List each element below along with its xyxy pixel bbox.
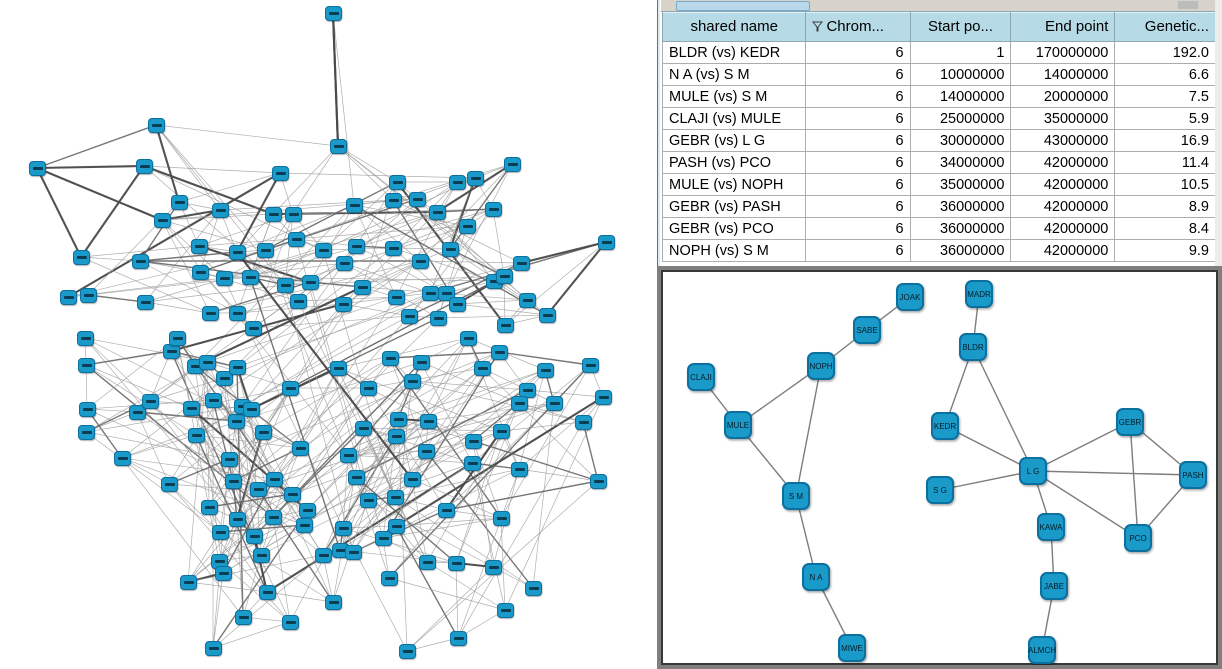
- network-node[interactable]: [496, 269, 513, 284]
- table-row[interactable]: [663, 174, 1216, 196]
- table-cell[interactable]: PASH (vs) PCO: [663, 152, 806, 174]
- network-edge: [395, 497, 533, 588]
- network-node[interactable]: [388, 290, 405, 305]
- column-header-label: Genetic...: [1144, 18, 1209, 35]
- network-node[interactable]: [513, 256, 530, 271]
- table-cell[interactable]: 1: [910, 42, 1011, 64]
- network-node[interactable]: [228, 414, 245, 429]
- network-edge: [213, 622, 290, 648]
- network-node[interactable]: [354, 280, 371, 295]
- network-node[interactable]: [229, 306, 246, 321]
- network-edge: [547, 242, 606, 315]
- network-node[interactable]: [390, 412, 407, 427]
- network-edge: [220, 532, 333, 602]
- network-node[interactable]: [375, 531, 392, 546]
- network-node[interactable]: [78, 425, 95, 440]
- network-node[interactable]: [315, 243, 332, 258]
- network-node-label: GEBR: [1118, 417, 1142, 427]
- network-node[interactable]: [355, 421, 372, 436]
- table-cell[interactable]: MULE (vs) S M: [663, 86, 806, 108]
- network-node[interactable]: [77, 331, 94, 346]
- network-node-pash[interactable]: [1179, 461, 1207, 489]
- network-node[interactable]: [212, 525, 229, 540]
- network-edge: [348, 455, 472, 463]
- scrollbar-thumb[interactable]: [676, 1, 810, 11]
- network-node[interactable]: [216, 271, 233, 286]
- network-node[interactable]: [340, 448, 357, 463]
- detail-network-panel: [657, 266, 1222, 669]
- table-cell[interactable]: 35000000: [1011, 108, 1115, 130]
- edge-table: [662, 11, 1216, 262]
- network-node[interactable]: [192, 265, 209, 280]
- network-node[interactable]: [387, 490, 404, 505]
- column-header-label: shared name: [690, 18, 778, 35]
- network-node[interactable]: [430, 311, 447, 326]
- network-node-gebr[interactable]: [1116, 408, 1144, 436]
- network-node[interactable]: [595, 390, 612, 405]
- network-node[interactable]: [335, 521, 352, 536]
- network-edge: [501, 422, 583, 431]
- network-node[interactable]: [284, 487, 301, 502]
- network-node-label: JABE: [1043, 581, 1064, 591]
- network-node-kawa[interactable]: [1037, 513, 1065, 541]
- network-edge: [389, 578, 505, 610]
- network-node[interactable]: [212, 203, 229, 218]
- network-edge: [81, 166, 144, 257]
- network-edge: [472, 463, 505, 610]
- table-cell[interactable]: 6.6: [1115, 64, 1216, 86]
- network-node[interactable]: [460, 331, 477, 346]
- network-node[interactable]: [255, 425, 272, 440]
- network-node[interactable]: [79, 402, 96, 417]
- network-node[interactable]: [163, 344, 180, 359]
- network-node[interactable]: [243, 402, 260, 417]
- table-cell[interactable]: 11.4: [1115, 152, 1216, 174]
- network-node[interactable]: [401, 309, 418, 324]
- network-node-lg[interactable]: [1019, 457, 1047, 485]
- network-node[interactable]: [438, 503, 455, 518]
- network-node[interactable]: [285, 207, 302, 222]
- table-cell[interactable]: MULE (vs) NOPH: [663, 174, 806, 196]
- table-cell[interactable]: 7.5: [1115, 86, 1216, 108]
- table-cell[interactable]: CLAJI (vs) MULE: [663, 108, 806, 130]
- network-node[interactable]: [229, 360, 246, 375]
- network-node[interactable]: [266, 472, 283, 487]
- network-node[interactable]: [485, 560, 502, 575]
- network-node[interactable]: [188, 428, 205, 443]
- network-node-pco[interactable]: [1124, 524, 1152, 552]
- network-node[interactable]: [385, 241, 402, 256]
- table-cell[interactable]: NOPH (vs) S M: [663, 240, 806, 262]
- table-cell[interactable]: 6: [806, 42, 910, 64]
- network-node[interactable]: [511, 462, 528, 477]
- column-header-startpo[interactable]: [910, 12, 1011, 42]
- network-node[interactable]: [348, 239, 365, 254]
- network-node-mule[interactable]: [724, 411, 752, 439]
- network-edge: [144, 166, 280, 173]
- table-cell[interactable]: 43000000: [1011, 130, 1115, 152]
- network-node[interactable]: [493, 424, 510, 439]
- network-node[interactable]: [598, 235, 615, 250]
- column-header-endpoint[interactable]: [1011, 12, 1115, 42]
- network-edge: [37, 168, 81, 257]
- network-edge: [519, 469, 598, 481]
- panel-gutter: [1215, 0, 1222, 266]
- table-row[interactable]: [663, 130, 1216, 152]
- network-node[interactable]: [504, 157, 521, 172]
- network-node[interactable]: [202, 306, 219, 321]
- network-node[interactable]: [511, 396, 528, 411]
- network-node[interactable]: [201, 500, 218, 515]
- table-cell[interactable]: 42000000: [1011, 218, 1115, 240]
- network-node[interactable]: [215, 566, 232, 581]
- table-header-row: [663, 12, 1216, 42]
- network-edge: [438, 315, 547, 318]
- edge-attribute-table-panel: [657, 0, 1216, 266]
- network-node[interactable]: [282, 381, 299, 396]
- network-node[interactable]: [485, 202, 502, 217]
- network-node[interactable]: [246, 529, 263, 544]
- network-node[interactable]: [525, 581, 542, 596]
- table-cell[interactable]: 5.9: [1115, 108, 1216, 130]
- table-cell[interactable]: 8.9: [1115, 196, 1216, 218]
- network-node[interactable]: [225, 474, 242, 489]
- network-node[interactable]: [590, 474, 607, 489]
- network-node[interactable]: [60, 290, 77, 305]
- table-row[interactable]: [663, 196, 1216, 218]
- network-node[interactable]: [399, 644, 416, 659]
- network-node[interactable]: [449, 297, 466, 312]
- table-cell[interactable]: 10000000: [910, 64, 1011, 86]
- table-cell[interactable]: 30000000: [910, 130, 1011, 152]
- network-node[interactable]: [412, 254, 429, 269]
- network-node[interactable]: [335, 297, 352, 312]
- network-node[interactable]: [546, 396, 563, 411]
- table-cell[interactable]: 6: [806, 196, 910, 218]
- network-node[interactable]: [148, 118, 165, 133]
- network-node-madr[interactable]: [965, 280, 993, 308]
- network-edge: [338, 146, 393, 200]
- network-node-label: KEDR: [933, 421, 957, 431]
- network-node[interactable]: [221, 452, 238, 467]
- table-cell[interactable]: 42000000: [1011, 152, 1115, 174]
- network-edge: [144, 166, 273, 214]
- network-node-claji[interactable]: [687, 363, 715, 391]
- network-node-kedr[interactable]: [931, 412, 959, 440]
- network-node[interactable]: [420, 414, 437, 429]
- network-node[interactable]: [385, 193, 402, 208]
- network-node-label: PASH: [1182, 470, 1204, 480]
- network-node[interactable]: [292, 441, 309, 456]
- network-node[interactable]: [346, 198, 363, 213]
- network-node[interactable]: [154, 213, 171, 228]
- network-node[interactable]: [265, 207, 282, 222]
- network-node[interactable]: [493, 511, 510, 526]
- network-node[interactable]: [409, 192, 426, 207]
- network-node[interactable]: [413, 355, 430, 370]
- network-node-jabe[interactable]: [1040, 572, 1068, 600]
- network-node[interactable]: [429, 205, 446, 220]
- network-node[interactable]: [330, 139, 347, 154]
- table-cell[interactable]: 20000000: [1011, 86, 1115, 108]
- network-edge: [162, 220, 265, 250]
- network-node[interactable]: [137, 295, 154, 310]
- table-cell[interactable]: 192.0: [1115, 42, 1216, 64]
- table-cell[interactable]: 36000000: [910, 240, 1011, 262]
- network-node[interactable]: [245, 321, 262, 336]
- network-node[interactable]: [288, 232, 305, 247]
- network-node[interactable]: [336, 256, 353, 271]
- network-edge: [37, 168, 162, 220]
- network-node[interactable]: [229, 245, 246, 260]
- network-edge: [457, 300, 527, 304]
- network-node[interactable]: [582, 358, 599, 373]
- network-node-label: S M: [788, 491, 804, 501]
- network-node[interactable]: [497, 603, 514, 618]
- table-row[interactable]: [663, 86, 1216, 108]
- column-header-sharedname[interactable]: [663, 12, 806, 42]
- network-node[interactable]: [235, 610, 252, 625]
- network-edge: [145, 302, 210, 313]
- network-node[interactable]: [142, 394, 159, 409]
- network-edge: [456, 563, 458, 638]
- scrollbar-block: [1178, 1, 1198, 9]
- network-edge: [1033, 471, 1193, 475]
- network-node-label: SABE: [856, 325, 878, 335]
- network-node-label: PCO: [1129, 533, 1147, 543]
- table-row[interactable]: [663, 108, 1216, 130]
- network-node[interactable]: [382, 351, 399, 366]
- table-row[interactable]: [663, 218, 1216, 240]
- network-node[interactable]: [257, 243, 274, 258]
- table-cell[interactable]: 34000000: [910, 152, 1011, 174]
- table-cell[interactable]: 36000000: [910, 218, 1011, 240]
- table-cell[interactable]: 6: [806, 174, 910, 196]
- network-node[interactable]: [265, 510, 282, 525]
- table-cell[interactable]: 42000000: [1011, 174, 1115, 196]
- table-cell[interactable]: 6: [806, 108, 910, 130]
- table-cell[interactable]: 14000000: [1011, 64, 1115, 86]
- network-node[interactable]: [29, 161, 46, 176]
- network-edge: [493, 209, 504, 276]
- network-node[interactable]: [389, 175, 406, 190]
- network-edge: [258, 316, 409, 489]
- network-edge: [583, 422, 598, 481]
- network-node-label: S G: [933, 485, 947, 495]
- network-node[interactable]: [360, 493, 377, 508]
- network-node[interactable]: [345, 545, 362, 560]
- network-node[interactable]: [299, 503, 316, 518]
- network-node[interactable]: [418, 444, 435, 459]
- network-node[interactable]: [467, 171, 484, 186]
- network-node-label: MIWE: [841, 643, 863, 653]
- network-node[interactable]: [442, 242, 459, 257]
- network-node[interactable]: [191, 239, 208, 254]
- network-edge: [307, 419, 398, 510]
- network-edge: [446, 481, 598, 510]
- network-node[interactable]: [302, 275, 319, 290]
- network-edge: [428, 403, 554, 421]
- network-edge: [396, 526, 458, 638]
- filter-icon: [812, 21, 823, 32]
- network-node-label: BLDR: [962, 342, 984, 352]
- network-node[interactable]: [250, 482, 267, 497]
- table-row[interactable]: [663, 42, 1216, 64]
- network-node-sabe[interactable]: [853, 316, 881, 344]
- network-edge: [1130, 422, 1138, 538]
- table-cell[interactable]: 16.9: [1115, 130, 1216, 152]
- table-cell[interactable]: 6: [806, 152, 910, 174]
- network-node[interactable]: [449, 175, 466, 190]
- table-cell[interactable]: 6: [806, 218, 910, 240]
- network-edge: [37, 166, 144, 168]
- table-row[interactable]: [663, 240, 1216, 262]
- network-node[interactable]: [80, 288, 97, 303]
- network-node[interactable]: [180, 575, 197, 590]
- network-node[interactable]: [422, 286, 439, 301]
- table-cell[interactable]: 170000000: [1011, 42, 1115, 64]
- network-node[interactable]: [161, 477, 178, 492]
- network-edge: [390, 352, 499, 358]
- network-edge: [501, 365, 590, 518]
- network-node[interactable]: [171, 195, 188, 210]
- network-node[interactable]: [277, 278, 294, 293]
- network-edge: [796, 366, 821, 496]
- table-row[interactable]: [663, 64, 1216, 86]
- network-node[interactable]: [132, 254, 149, 269]
- network-node[interactable]: [229, 512, 246, 527]
- network-node[interactable]: [360, 381, 377, 396]
- network-node[interactable]: [325, 595, 342, 610]
- network-node-label: CLAJI: [690, 372, 712, 382]
- network-node[interactable]: [290, 294, 307, 309]
- detail-network-edges: [661, 270, 1218, 665]
- network-edge: [533, 403, 554, 588]
- network-node[interactable]: [404, 472, 421, 487]
- network-node[interactable]: [381, 571, 398, 586]
- network-node[interactable]: [450, 631, 467, 646]
- network-node[interactable]: [78, 358, 95, 373]
- network-node-miwe[interactable]: [838, 634, 866, 662]
- network-edge: [973, 347, 1033, 471]
- network-node-sg[interactable]: [926, 476, 954, 504]
- network-node[interactable]: [491, 345, 508, 360]
- network-node[interactable]: [296, 518, 313, 533]
- table-cell[interactable]: GEBR (vs) L G: [663, 130, 806, 152]
- table-cell[interactable]: 25000000: [910, 108, 1011, 130]
- network-node-label: JOAK: [899, 292, 921, 302]
- network-edge: [458, 422, 583, 638]
- network-node[interactable]: [537, 363, 554, 378]
- network-node-label: MULE: [726, 420, 750, 430]
- network-edge: [140, 261, 237, 313]
- network-node[interactable]: [205, 393, 222, 408]
- network-node[interactable]: [259, 585, 276, 600]
- network-node[interactable]: [497, 318, 514, 333]
- network-node[interactable]: [205, 641, 222, 656]
- network-node-joak[interactable]: [896, 283, 924, 311]
- network-node-label: N A: [809, 572, 823, 582]
- network-node-label: NOPH: [809, 361, 833, 371]
- network-edge: [338, 146, 397, 182]
- network-node[interactable]: [419, 555, 436, 570]
- table-cell[interactable]: 6: [806, 64, 910, 86]
- network-node[interactable]: [404, 374, 421, 389]
- network-node[interactable]: [272, 166, 289, 181]
- table-cell[interactable]: GEBR (vs) PCO: [663, 218, 806, 240]
- network-node[interactable]: [169, 331, 186, 346]
- network-node-label: L G: [1026, 466, 1040, 476]
- network-node[interactable]: [282, 615, 299, 630]
- network-node-label: ALMCH: [1028, 645, 1057, 655]
- table-cell[interactable]: N A (vs) S M: [663, 64, 806, 86]
- network-edge: [140, 202, 179, 261]
- network-node[interactable]: [448, 556, 465, 571]
- network-node[interactable]: [183, 401, 200, 416]
- table-row[interactable]: [663, 152, 1216, 174]
- network-node[interactable]: [459, 219, 476, 234]
- network-node[interactable]: [199, 355, 216, 370]
- column-header-label: End point: [1044, 18, 1109, 35]
- table-cell[interactable]: 10.5: [1115, 174, 1216, 196]
- column-header-label: Start po...: [927, 18, 994, 35]
- table-cell[interactable]: 35000000: [910, 174, 1011, 196]
- column-header-chrom[interactable]: [806, 12, 910, 42]
- network-node-sm[interactable]: [782, 482, 810, 510]
- network-node[interactable]: [465, 434, 482, 449]
- network-node[interactable]: [519, 293, 536, 308]
- network-node-bldr[interactable]: [959, 333, 987, 361]
- table-cell[interactable]: 14000000: [910, 86, 1011, 108]
- table-cell[interactable]: 36000000: [910, 196, 1011, 218]
- network-node[interactable]: [136, 159, 153, 174]
- table-cell[interactable]: 42000000: [1011, 240, 1115, 262]
- network-node[interactable]: [575, 415, 592, 430]
- network-node-na[interactable]: [802, 563, 830, 591]
- network-edge: [156, 125, 338, 146]
- network-node[interactable]: [474, 361, 491, 376]
- table-cell[interactable]: GEBR (vs) PASH: [663, 196, 806, 218]
- table-cell[interactable]: 9.9: [1115, 240, 1216, 262]
- column-header-genetic[interactable]: [1115, 12, 1216, 42]
- network-node[interactable]: [242, 270, 259, 285]
- table-cell[interactable]: 6: [806, 130, 910, 152]
- table-cell[interactable]: 42000000: [1011, 196, 1115, 218]
- network-node[interactable]: [325, 6, 342, 21]
- table-cell[interactable]: 6: [806, 86, 910, 108]
- network-node-noph[interactable]: [807, 352, 835, 380]
- network-node[interactable]: [539, 308, 556, 323]
- network-edge: [156, 125, 179, 202]
- table-cell[interactable]: 6: [806, 240, 910, 262]
- network-node[interactable]: [348, 470, 365, 485]
- network-node[interactable]: [253, 548, 270, 563]
- network-node-label: MADR: [967, 289, 991, 299]
- network-node[interactable]: [73, 250, 90, 265]
- network-node[interactable]: [388, 429, 405, 444]
- column-header-label: Chrom...: [826, 18, 884, 35]
- network-node-almch[interactable]: [1028, 636, 1056, 664]
- network-node[interactable]: [330, 361, 347, 376]
- table-cell[interactable]: 8.4: [1115, 218, 1216, 240]
- network-node[interactable]: [114, 451, 131, 466]
- network-node[interactable]: [315, 548, 332, 563]
- network-node-label: KAWA: [1039, 522, 1063, 532]
- table-cell[interactable]: BLDR (vs) KEDR: [663, 42, 806, 64]
- network-node[interactable]: [464, 456, 481, 471]
